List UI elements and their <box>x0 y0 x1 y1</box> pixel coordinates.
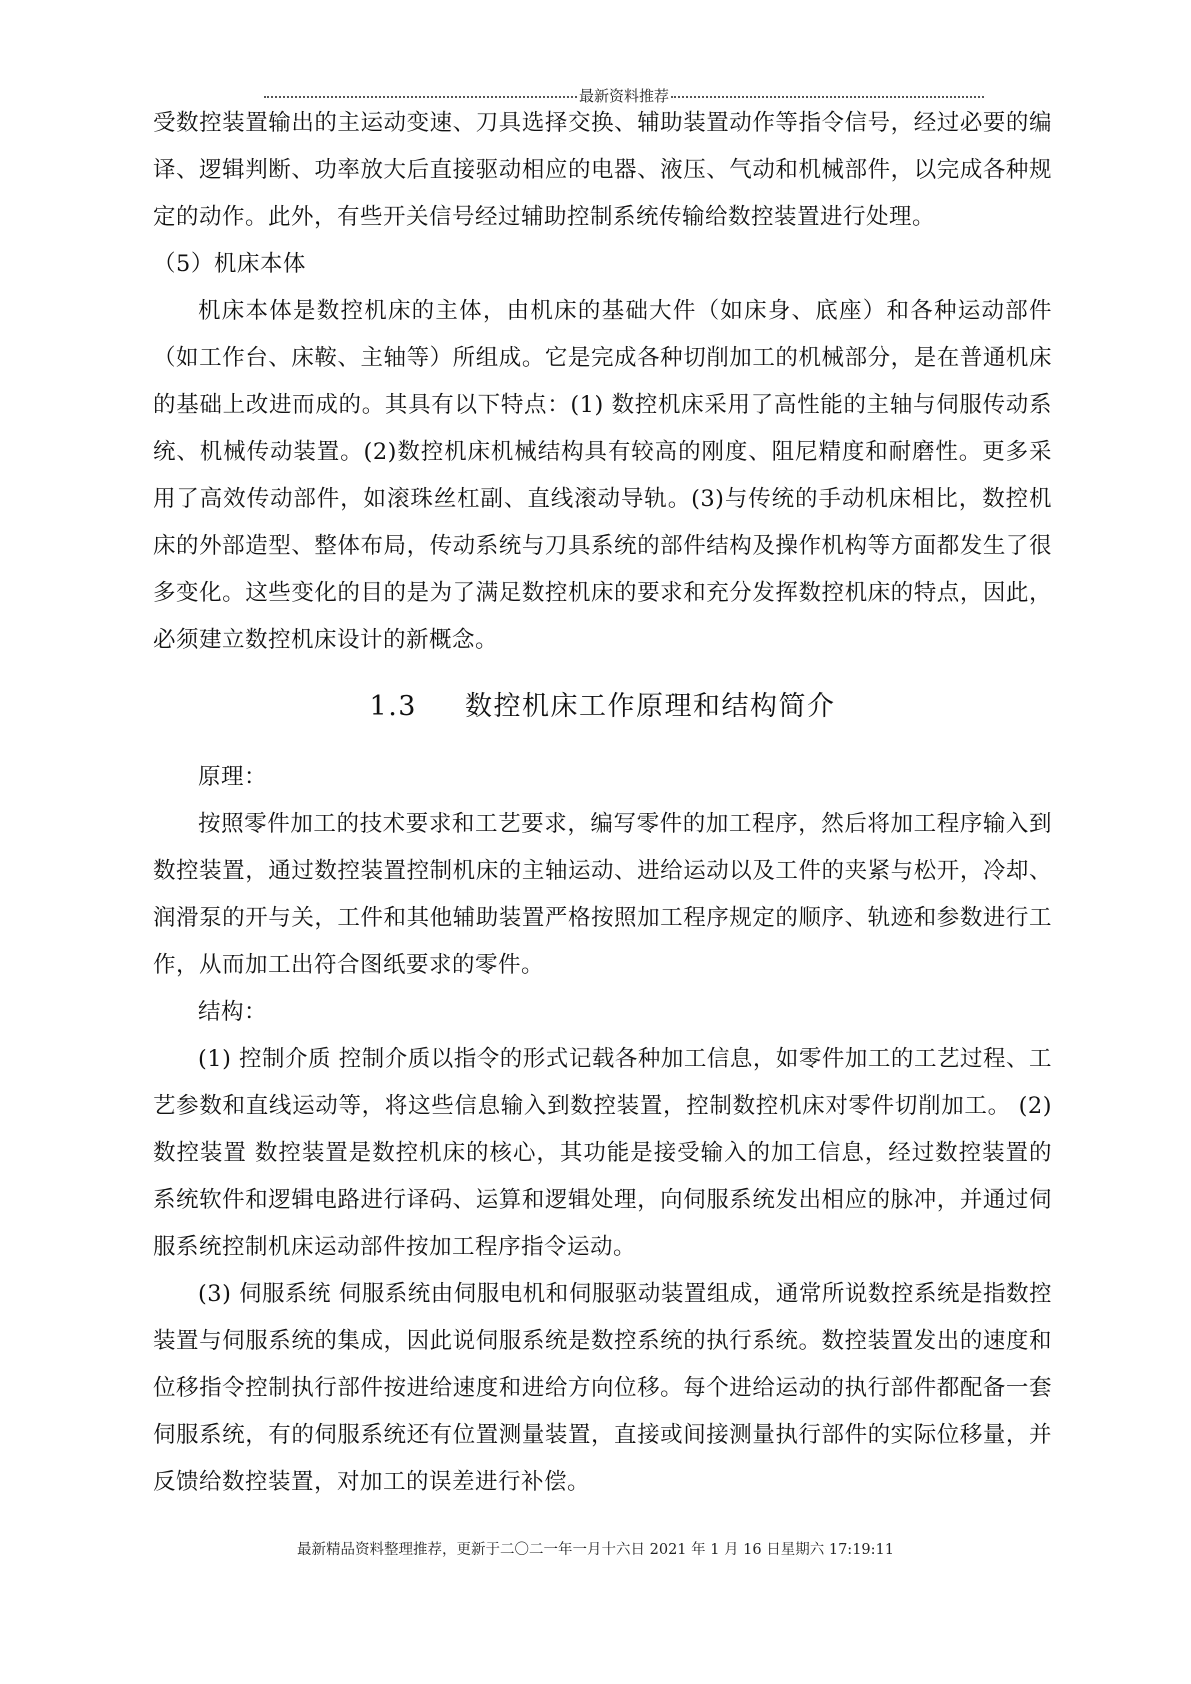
header-text: 最新资料推荐 <box>579 86 670 105</box>
principle-label: 原理： <box>198 764 268 790</box>
subheading-machine-body: （5）机床本体 <box>153 251 306 277</box>
section-title-text: 数控机床工作原理和结构简介 <box>464 691 836 722</box>
page-footer: 最新精品资料整理推荐，更新于二〇二一年一月十六日 2021 年 1 月 16 日星期六 17:19:11 <box>297 1542 894 1558</box>
document-body <box>153 100 1052 1506</box>
structure-label: 结构： <box>198 999 268 1025</box>
section-number: 1.3 <box>369 691 417 722</box>
paragraph-principle: 按照零件加工的技术要求和工艺要求，编写零件的加工程序，然后将加工程序输入到数控装置，通过数控装置控制机床的主轴运动、进给运动以及工件的夹紧与松开，冷却、润滑泵的开与关，工件和其他辅助装置严格按照加工程序规定的顺序、轨迹和参数进行工作，从而加工出符合图纸要求的零件。 <box>153 811 1052 978</box>
paragraph-structure-2: (3) 伺服系统 伺服系统由伺服电机和伺服驱动装置组成，通常所说数控系统是指数控装置与伺服系统的集成，因此说伺服系统是数控系统的执行系统。数控装置发出的速度和位移指令控制执行部件按进给速度和进给方向位移。每个进给运动的执行部件都配备一套伺服系统，有的伺服系统还有位置测量装置，直接或间接测量执行部件的实际位移量，并反馈给数控装置，对加工的误差进行补偿。 <box>153 1281 1052 1495</box>
header-dots-left <box>264 96 577 98</box>
paragraph-structure-1: (1) 控制介质 控制介质以指令的形式记载各种加工信息，如零件加工的工艺过程、工艺参数和直线运动等，将这些信息输入到数控装置，控制数控机床对零件切削加工。 (2) 数控装置 数控装置是数控机床的核心，其功能是接受输入的加工信息，经过数控装置的系统软件和逻辑电路进行译码、运算和逻辑处理，向伺服系统发出相应的脉冲，并通过伺服系统控制机床运动部件按加工程序指令运动。 <box>153 1046 1052 1260</box>
paragraph-aux-control: 受数控装置输出的主运动变速、刀具选择交换、辅助装置动作等指令信号，经过必要的编译、逻辑判断、功率放大后直接驱动相应的电器、液压、气动和机械部件，以完成各种规定的动作。此外，有些开关信号经过辅助控制系统传输给数控装置进行处理。 <box>153 110 1052 230</box>
paragraph-machine-body: 机床本体是数控机床的主体，由机床的基础大件（如床身、底座）和各种运动部件（如工作台、床鞍、主轴等）所组成。它是完成各种切削加工的机械部分，是在普通机床的基础上改进而成的。其具有以下特点：(1) 数控机床采用了高性能的主轴与伺服传动系统、机械传动装置。(2)数控机床机械结构具有较高的刚度、阻尼精度和耐磨性。更多采用了高效传动部件，如滚珠丝杠副、直线滚动导轨。(3)与传统的手动机床相比，数控机床的外部造型、整体布局，传动系统与刀具系统的部件结构及操作机构等方面都发生了很多变化。这些变化的目的是为了满足数控机床的要求和充分发挥数控机床的特点，因此，必须建立数控机床设计的新概念。 <box>153 298 1052 653</box>
section-heading <box>153 682 1052 732</box>
header-dots-right <box>671 96 984 98</box>
